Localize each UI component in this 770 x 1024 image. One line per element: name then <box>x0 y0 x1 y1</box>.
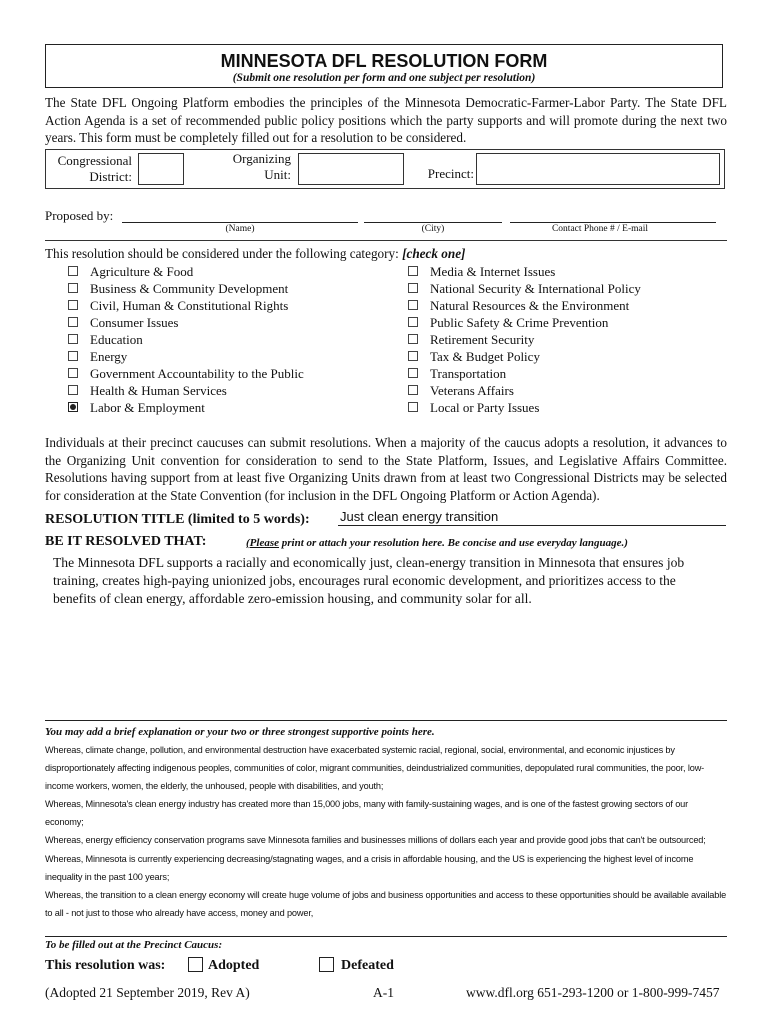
organizing-unit-field[interactable] <box>298 153 404 185</box>
category-checkbox[interactable] <box>68 283 78 293</box>
category-label: Tax & Budget Policy <box>430 349 540 364</box>
category-checkbox[interactable] <box>408 351 418 361</box>
defeated-checkbox[interactable] <box>319 957 334 972</box>
unit-bar <box>45 149 725 189</box>
proposed-by-label: Proposed by: <box>45 208 114 223</box>
city-field[interactable] <box>364 208 502 223</box>
explanation-text[interactable] <box>45 741 727 922</box>
contact-caption: Contact Phone # / E-mail <box>551 224 649 234</box>
category-list-left <box>68 263 388 423</box>
category-label: Labor & Employment <box>90 400 205 415</box>
category-label: Consumer Issues <box>90 315 179 330</box>
precinct-field[interactable] <box>476 153 720 185</box>
category-label: Government Accountability to the Public <box>90 366 304 381</box>
congressional-district-label: Congressional District: <box>57 153 132 184</box>
category-heading: This resolution should be considered under the following category: [check one] <box>45 246 466 261</box>
category-label: Education <box>90 332 143 347</box>
category-label: Veterans Affairs <box>430 383 514 398</box>
explanation-point: Whereas, climate change, pollution, and environmental destruction have exacerbated systemic racial, regional, social, environmental, and economic injustices by disproportionately affecting indigenous peoples, communities of color, migrant communities, deindustrialized communities, depopulated rural communities, the poor, low-income workers, women, the elderly, the unhoused, people with disabilities, and youth; <box>45 745 705 792</box>
explanation-heading: You may add a brief explanation or your two or three strongest supportive points here. <box>45 726 435 738</box>
category-checkbox[interactable] <box>408 368 418 378</box>
category-label: Natural Resources & the Environment <box>430 298 630 313</box>
footer-contact: www.dfl.org 651-293-1200 or 1-800-999-7457 <box>466 985 720 1000</box>
caucus-heading: To be filled out at the Precinct Caucus: <box>45 939 223 951</box>
contact-field[interactable] <box>510 208 716 223</box>
category-label: Civil, Human & Constitutional Rights <box>90 298 289 313</box>
resolution-was-label: This resolution was: <box>45 958 166 973</box>
category-checkbox[interactable] <box>68 402 78 412</box>
category-checkbox[interactable] <box>408 385 418 395</box>
resolution-text[interactable]: The Minnesota DFL supports a racially and economically just, clean-energy transition in Minnesota that ensures job training, creates high-paying unionized jobs, encourages rural economic development, and prioritizes access to the benefits of clean energy, affordable zero-emission housing, and community solar for all. <box>53 555 685 606</box>
adopted-checkbox[interactable] <box>188 957 203 972</box>
adopted-label: Adopted <box>208 958 260 973</box>
name-caption: (Name) <box>225 224 255 234</box>
footer-page-number: A-1 <box>373 985 394 1000</box>
category-label: Media & Internet Issues <box>430 264 556 279</box>
explanation-point: Whereas, Minnesota's clean energy industry has created more than 15,000 jobs, many with family-sustaining wages, and is one of the fastest growing sectors of our economy; <box>45 799 689 828</box>
divider <box>45 720 727 721</box>
resolution-title-field[interactable]: Just clean energy transition <box>338 509 726 526</box>
category-label: Public Safety & Crime Prevention <box>430 315 609 330</box>
category-label: Agriculture & Food <box>90 264 194 279</box>
city-caption: (City) <box>421 224 445 234</box>
resolution-title-label: RESOLUTION TITLE (limited to 5 words): <box>45 512 310 527</box>
footer-revision: (Adopted 21 September 2019, Rev A) <box>45 985 250 1000</box>
organizing-unit-label: Organizing Unit: <box>232 151 291 182</box>
category-checkbox[interactable] <box>408 317 418 327</box>
category-label: Health & Human Services <box>90 383 227 398</box>
category-checkbox[interactable] <box>68 368 78 378</box>
category-checkbox[interactable] <box>68 334 78 344</box>
category-label: Business & Community Development <box>90 281 289 296</box>
be-it-resolved-label: BE IT RESOLVED THAT: <box>45 534 207 549</box>
category-checkbox[interactable] <box>408 283 418 293</box>
category-checkbox[interactable] <box>408 300 418 310</box>
category-checkbox[interactable] <box>408 402 418 412</box>
form-title-box <box>45 44 723 88</box>
category-checkbox[interactable] <box>408 334 418 344</box>
explanation-point: Whereas, the transition to a clean energy economy will create huge volume of jobs and business opportunities and access to these opportunities should be available available to all - not just to those who already have access, money and power, <box>45 889 727 918</box>
category-list-right <box>408 263 728 423</box>
form-title: MINNESOTA DFL RESOLUTION FORM <box>220 51 548 71</box>
intro-text: The State DFL Ongoing Platform embodies the principles of the Minnesota Democratic-Farmer-Labor Party. The State DFL Action Agenda is a set of recommended public policy positions which the party supports and will promote during the next two years. This form must be completely filled out for a resolution to be considered. <box>45 95 727 145</box>
category-checkbox[interactable] <box>408 266 418 276</box>
category-label: Energy <box>90 349 128 364</box>
form-subtitle: (Submit one resolution per form and one subject per resolution) <box>232 72 536 84</box>
name-field[interactable] <box>122 208 358 223</box>
congressional-district-field[interactable] <box>138 153 184 185</box>
category-checkbox[interactable] <box>68 351 78 361</box>
category-checkbox[interactable] <box>68 385 78 395</box>
precinct-label: Precinct: <box>427 166 474 181</box>
category-label: Retirement Security <box>430 332 535 347</box>
resolution-hint: (Please print or attach your resolution here. Be concise and use everyday language.) <box>246 537 628 549</box>
category-label: Transportation <box>430 366 507 381</box>
divider <box>45 936 727 937</box>
explanation-point: Whereas, Minnesota is currently experiencing decreasing/stagnating wages, and a crisis in affordable housing, and the US is experiencing the highest level of income inequality in the past 100 years; <box>45 853 694 882</box>
category-label: National Security & International Policy <box>430 281 641 296</box>
process-text: Individuals at their precinct caucuses can submit resolutions. When a majority of the caucus adopts a resolution, it advances to the Organizing Unit convention for consideration to send to the State Platform, Issues, and Legislative Affairs Committee. Resolutions having support from at least five Organizing Units drawn from at least two Congressional Districts may be selected for consideration at the State Convention (for inclusion in the DFL Ongoing Platform or Action Agenda). <box>45 435 727 503</box>
explanation-point: Whereas, energy efficiency conservation programs save Minnesota families and businesses millions of dollars each year and provide good jobs that can't be outsourced; <box>45 835 706 846</box>
divider <box>45 240 727 241</box>
defeated-label: Defeated <box>341 958 394 973</box>
category-checkbox[interactable] <box>68 266 78 276</box>
category-checkbox[interactable] <box>68 300 78 310</box>
category-checkbox[interactable] <box>68 317 78 327</box>
category-label: Local or Party Issues <box>430 400 540 415</box>
